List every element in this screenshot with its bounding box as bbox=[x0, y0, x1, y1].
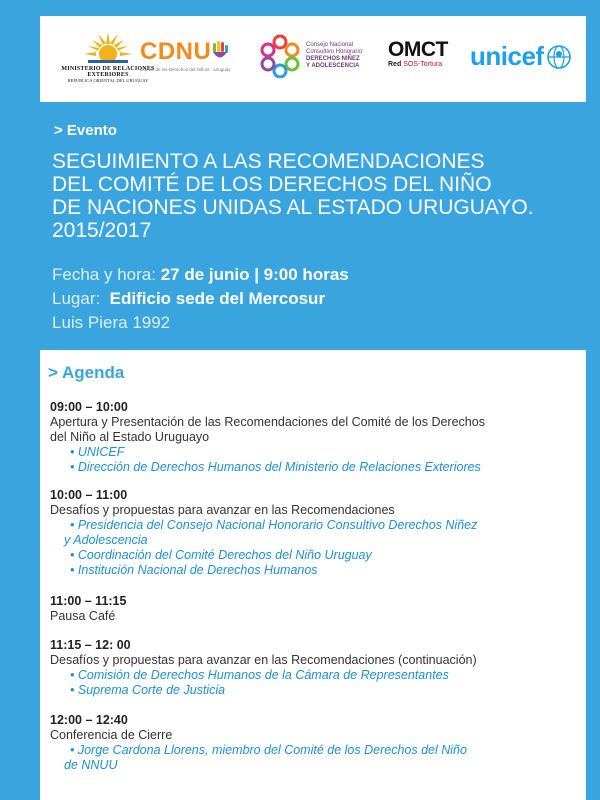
omct-word: OMCT bbox=[388, 38, 448, 61]
agenda-block bbox=[50, 488, 580, 578]
agenda-time: 11:00 – 11:15 bbox=[50, 594, 127, 608]
agenda-tag: > Agenda bbox=[48, 363, 125, 382]
unicef-word: unicef bbox=[470, 41, 544, 71]
address-value: Luis Piera 1992 bbox=[52, 313, 171, 332]
agenda-time: 09:00 – 10:00 bbox=[50, 400, 128, 414]
place-value: Edificio sede del Mercosur bbox=[109, 289, 326, 308]
title-line: 2015/2017 bbox=[52, 219, 152, 242]
event-date bbox=[52, 265, 349, 285]
agenda-desc: Desafíos y propuestas para avanzar en las Recomendaciones (continuación) bbox=[50, 653, 477, 667]
agenda-bullet: • Coordinación del Comité Derechos del Niño Uruguay bbox=[70, 548, 372, 562]
date-value: 27 de junio | 9:00 horas bbox=[160, 265, 349, 284]
agenda-desc: Pausa Café bbox=[50, 609, 116, 623]
unicef-logo bbox=[470, 41, 572, 72]
agenda-block bbox=[50, 594, 580, 624]
logo-banner bbox=[40, 16, 586, 102]
agenda-panel bbox=[40, 350, 586, 800]
omct-logo bbox=[388, 38, 448, 68]
place-label: Lugar: bbox=[52, 289, 101, 308]
event-place bbox=[52, 289, 325, 309]
agenda-bullet: • UNICEF bbox=[70, 445, 125, 459]
event-address bbox=[52, 313, 170, 333]
cdnu-word: CDNU bbox=[140, 38, 212, 65]
agenda-time: 10:00 – 11:00 bbox=[50, 488, 128, 502]
agenda-time: 11:15 – 12: 00 bbox=[50, 638, 131, 652]
unicef-emblem-icon bbox=[546, 44, 572, 70]
agenda-bullet: • Jorge Cardona Llorens, miembro del Comité de los Derechos del Niño bbox=[70, 743, 467, 757]
hand-icon bbox=[211, 41, 229, 63]
agenda-bullet: • Dirección de Derechos Humanos del Ministerio de Relaciones Exteriores bbox=[70, 460, 481, 474]
agenda-bullet: y Adolescencia bbox=[64, 533, 148, 547]
agenda-bullet: • Presidencia del Consejo Nacional Honorario Consultivo Derechos Niñez bbox=[70, 518, 478, 532]
agenda-block bbox=[50, 400, 580, 475]
date-label: Fecha y hora: bbox=[52, 265, 156, 284]
agenda-desc: del Niño al Estado Uruguayo bbox=[50, 430, 210, 444]
cdnu-logo bbox=[140, 38, 231, 72]
omct-red: Red bbox=[388, 61, 402, 68]
agenda-bullet: de NNUU bbox=[64, 758, 118, 772]
agenda-bullet: • Comisión de Derechos Humanos de la Cámara de Representantes bbox=[70, 668, 449, 682]
title-line: DEL COMITÉ DE LOS DERECHOS DEL NIÑO bbox=[52, 173, 492, 196]
ccn-line4: Y ADOLESCENCIA bbox=[306, 63, 360, 69]
agenda-desc: Desafíos y propuestas para avanzar en las Recomendaciones bbox=[50, 503, 395, 517]
circles-icon bbox=[258, 34, 302, 78]
cdnu-subtitle: Comité de los Derechos del Niño/a · Uruguay bbox=[140, 67, 231, 72]
agenda-bullet: • Institución Nacional de Derechos Humanos bbox=[70, 563, 318, 577]
omct-sos: SOS-Tortura bbox=[403, 61, 443, 68]
agenda-time: 12:00 – 12:40 bbox=[50, 713, 128, 727]
title-line: DE NACIONES UNIDAS AL ESTADO URUGUAYO. bbox=[52, 196, 534, 219]
mre-country: REPÚBLICA ORIENTAL DEL URUGUAY bbox=[67, 78, 149, 83]
agenda-desc: Conferencia de Cierre bbox=[50, 728, 173, 742]
ccn-line1: Consejo Nacional bbox=[306, 42, 354, 48]
event-title bbox=[52, 150, 592, 242]
event-tag: > Evento bbox=[54, 122, 117, 139]
agenda-bullet: • Suprema Corte de Justicia bbox=[70, 683, 226, 697]
ccn-line2: Consultivo Honorario bbox=[306, 49, 363, 55]
agenda-desc: Apertura y Presentación de las Recomendaciones del Comité de los Derechos bbox=[50, 415, 485, 429]
ccn-line3: DERECHOS NIÑEZ bbox=[306, 56, 360, 62]
agenda-block bbox=[50, 638, 580, 698]
agenda-block bbox=[50, 713, 580, 773]
mre-name: MINISTERIO DE RELACIONES EXTERIORES bbox=[61, 66, 155, 78]
title-line: SEGUIMIENTO A LAS RECOMENDACIONES bbox=[52, 150, 485, 173]
